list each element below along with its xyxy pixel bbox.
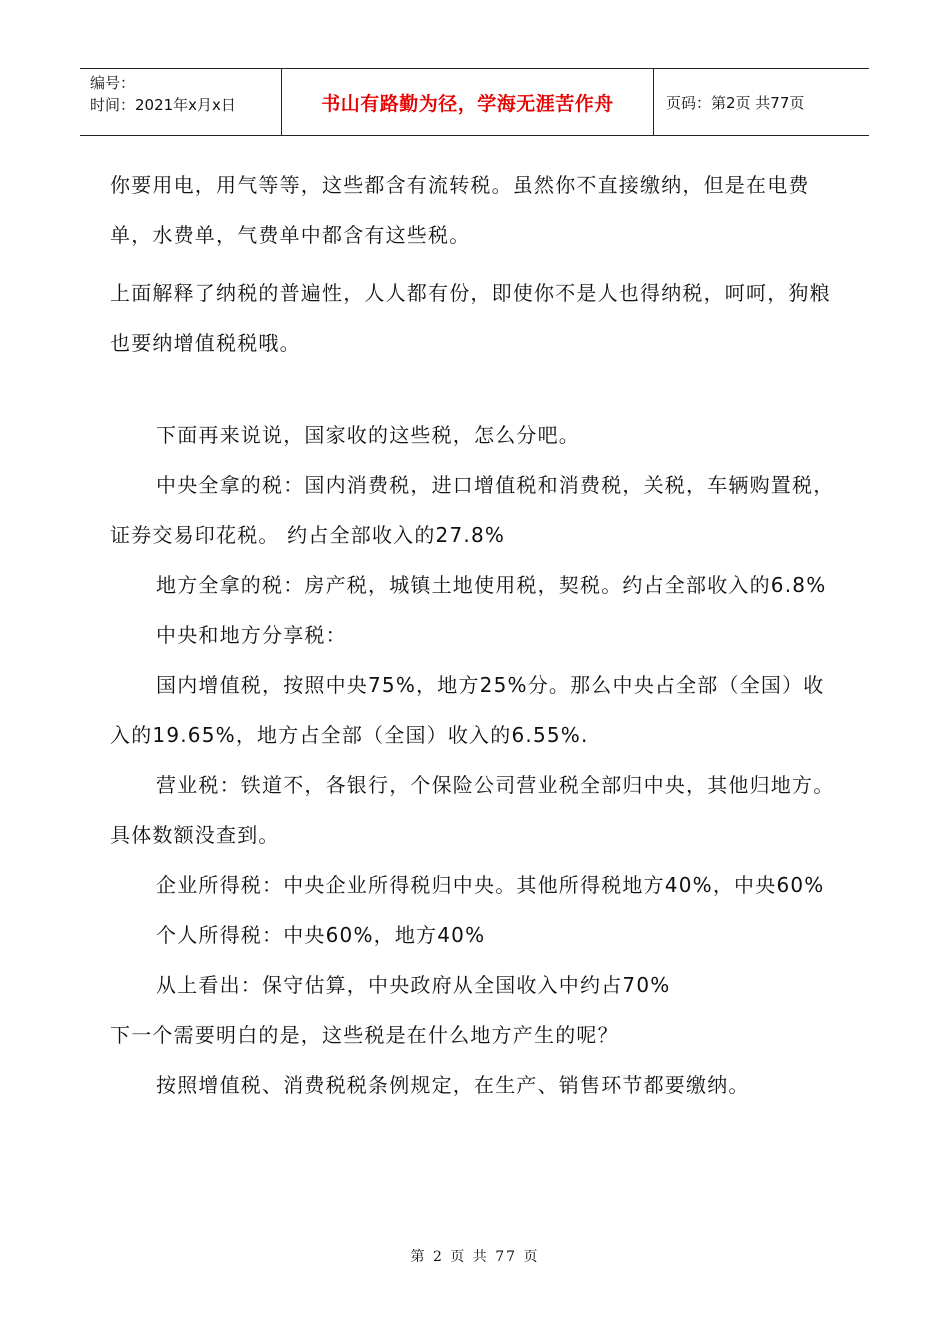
document-number-label: 编号： — [90, 74, 136, 92]
paragraph-tax-origin-question: 下一个需要明白的是，这些税是在什么地方产生的呢？ — [110, 1023, 619, 1047]
paragraph-corporate-income-tax: 企业所得税：中央企业所得税归中央。其他所得税地方40%，中央60% — [156, 873, 825, 897]
header-meta — [80, 69, 282, 135]
paragraph-tax-universality: 上面解释了纳税的普遍性，人人都有份，即使你不是人也得纳税，呵呵，狗粮也要纳增值税税哦。 — [110, 281, 831, 355]
paragraph-vat-consumption-rules: 按照增值税、消费税税条例规定，在生产、销售环节都要缴纳。 — [156, 1073, 750, 1097]
paragraph-central-share-summary: 从上看出：保守估算，中央政府从全国收入中约占70% — [156, 973, 671, 997]
header-page-info: 页码：第2页 共77页 — [666, 93, 805, 112]
paragraph-vat-split: 国内增值税，按照中央75%，地方25%分。那么中央占全部（全国）收入的19.65%，地方占全部（全国）收入的6.55%. — [110, 673, 825, 747]
header-motto: 书山有路勤为径，学海无涯苦作舟 — [282, 69, 654, 135]
paragraph-tax-division-intro: 下面再来说说，国家收的这些税，怎么分吧。 — [156, 423, 580, 447]
document-time-label: 时间：2021年x月x日 — [90, 96, 236, 114]
page-header — [80, 68, 869, 136]
paragraph-central-taxes: 中央全拿的税：国内消费税，进口增值税和消费税，关税，车辆购置税，证券交易印花税。 约占全部收入的27.8% — [110, 473, 835, 547]
paragraph-business-tax: 营业税：铁道不，各银行，个保险公司营业税全部归中央，其他归地方。具体数额没查到。 — [110, 773, 835, 847]
paragraph-personal-income-tax: 个人所得税：中央60%，地方40% — [156, 923, 486, 947]
paragraph-shared-taxes-heading: 中央和地方分享税： — [156, 623, 347, 647]
page-footer: 第 2 页 共 77 页 — [410, 1249, 540, 1265]
paragraph-local-taxes: 地方全拿的税：房产税，城镇土地使用税，契税。约占全部收入的6.8% — [156, 573, 827, 597]
document-body — [110, 160, 845, 1110]
paragraph-utilities-tax: 你要用电，用气等等，这些都含有流转税。虽然你不直接缴纳，但是在电费单，水费单，气费单中都含有这些税。 — [110, 173, 810, 247]
